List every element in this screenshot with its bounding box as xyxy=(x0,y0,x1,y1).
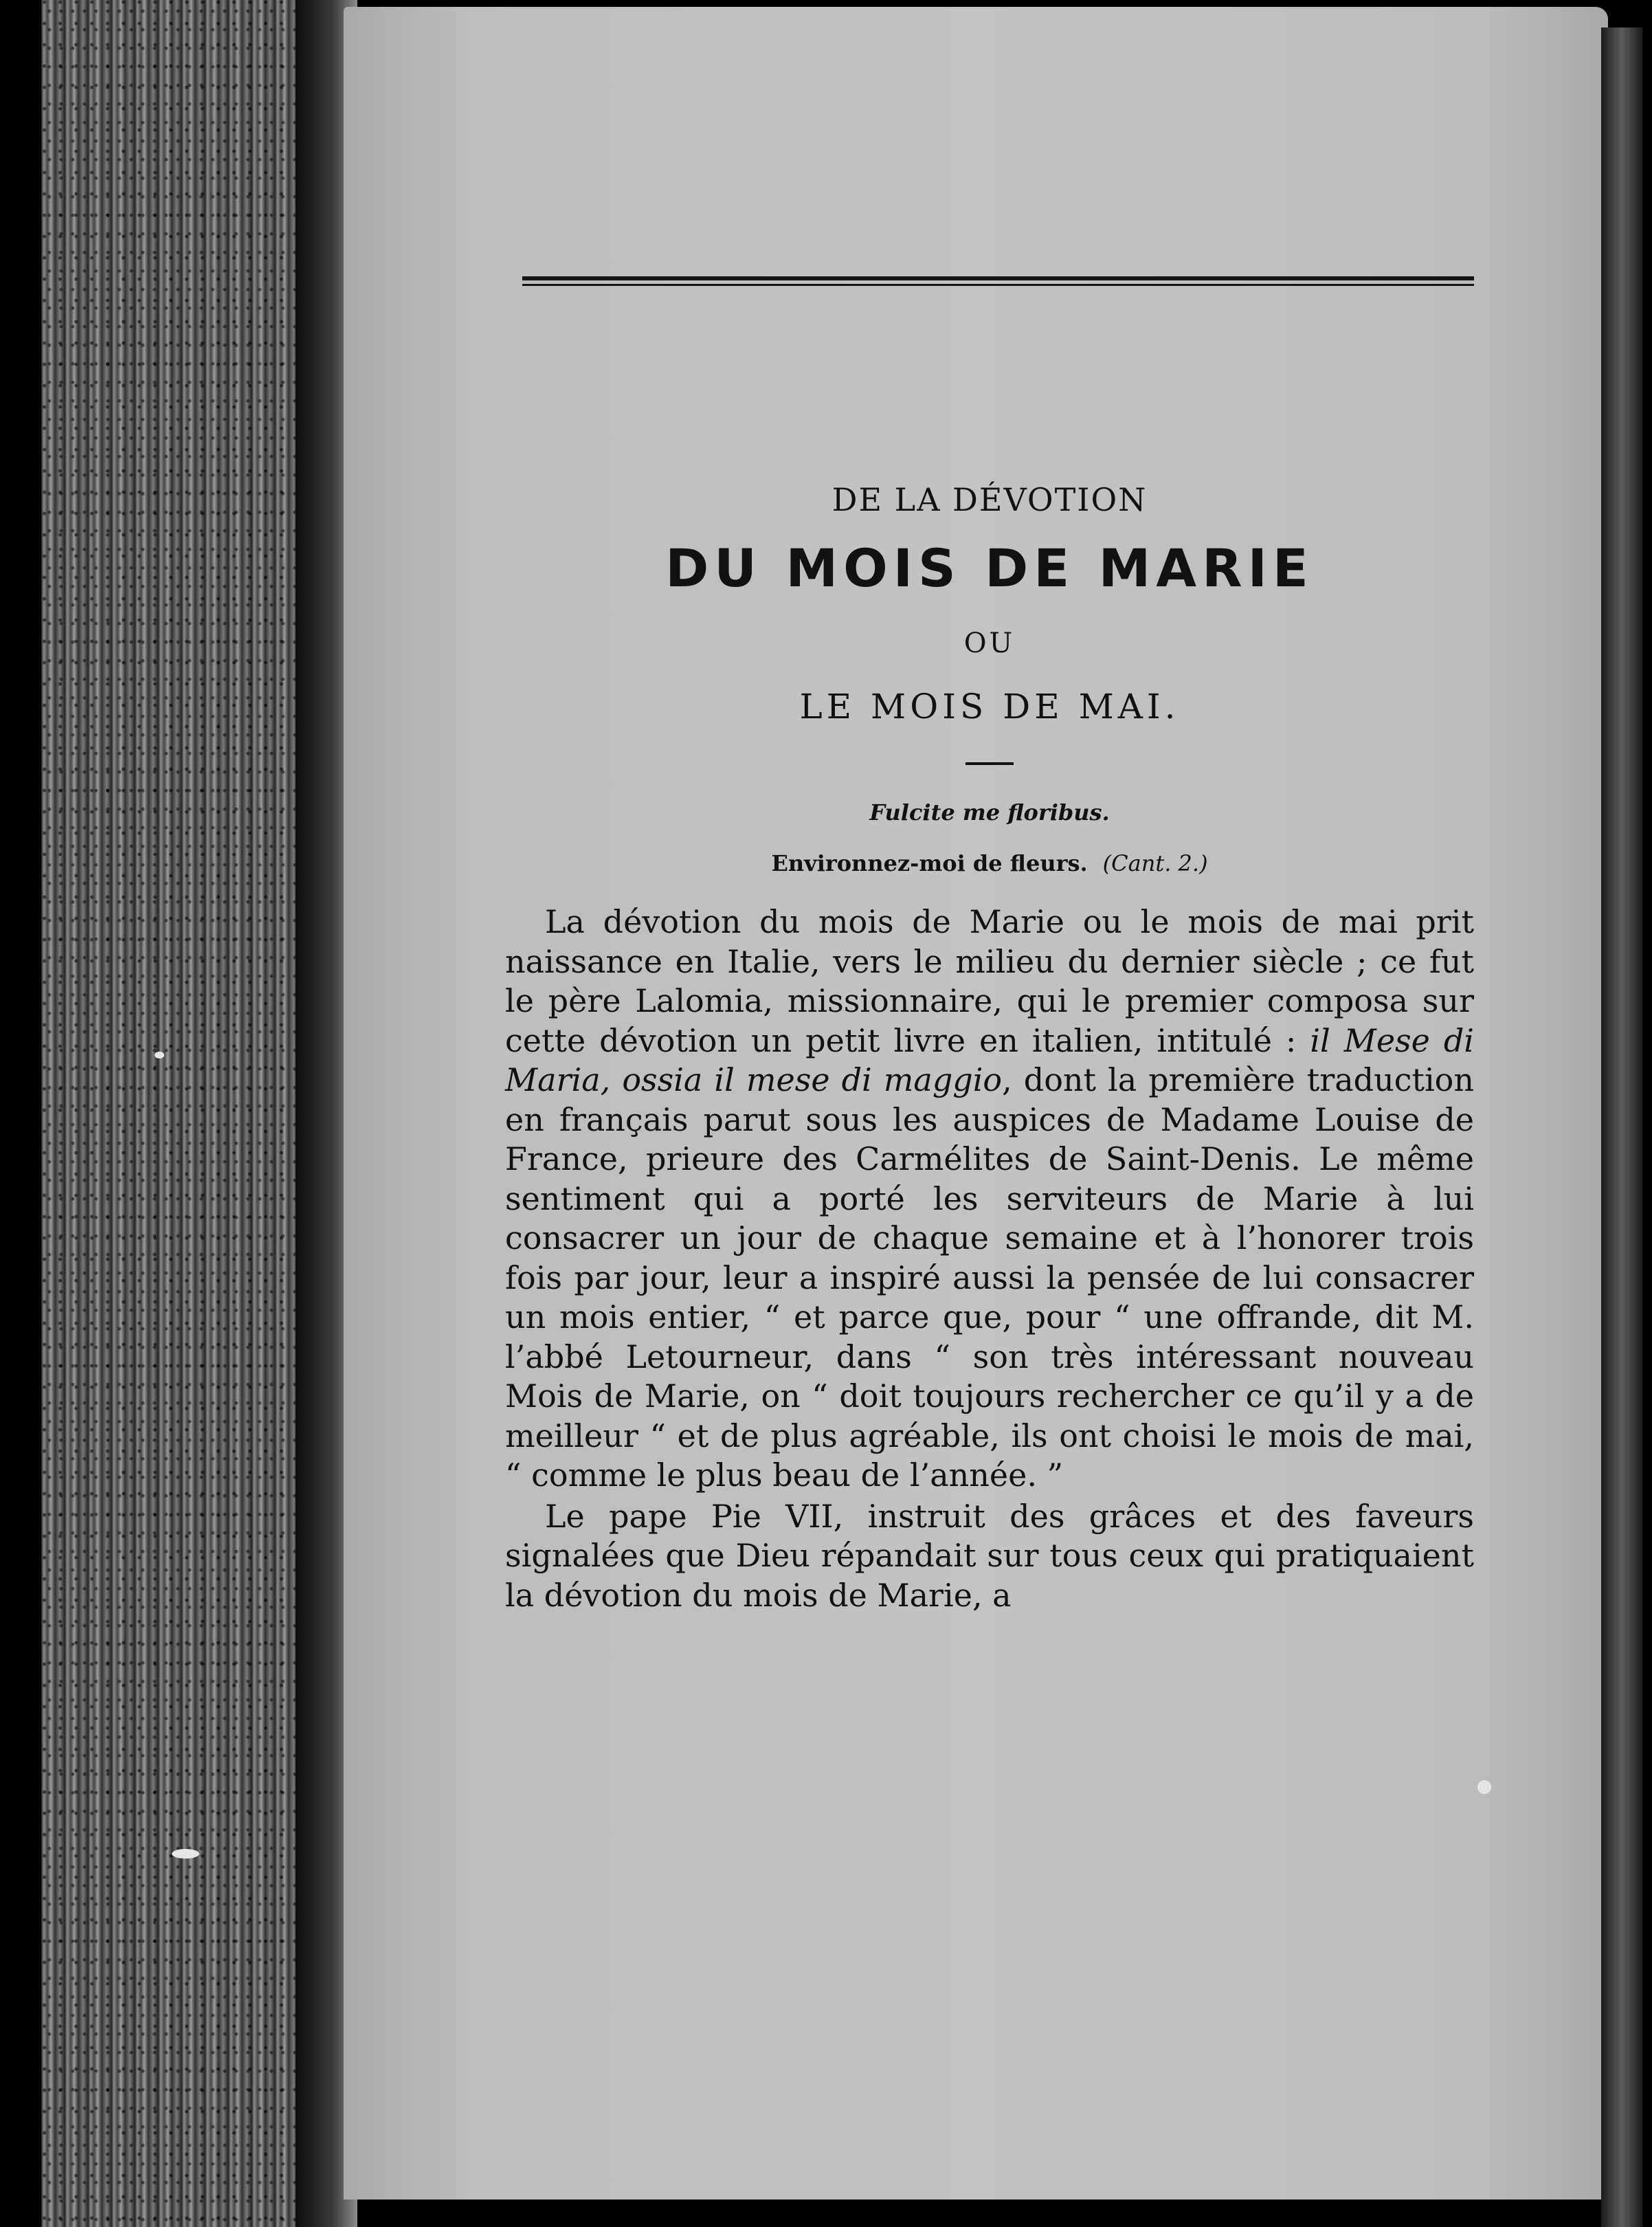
heading-du-mois-de-marie: DU MOIS DE MARIE xyxy=(665,538,1314,599)
page-content xyxy=(505,481,1474,1615)
heading-ou: OU xyxy=(963,628,1016,659)
epigraph-latin: Fulcite me floribus. xyxy=(869,799,1110,826)
epigraph-french-text: Environnez-moi de fleurs. xyxy=(771,850,1088,876)
facing-page-edge xyxy=(1601,27,1642,2227)
paragraph-1 xyxy=(505,902,1474,1496)
heading-le-mois-de-mai: LE MOIS DE MAI. xyxy=(799,687,1180,727)
speck xyxy=(1477,1780,1491,1794)
epigraph-french xyxy=(505,850,1474,876)
section-divider xyxy=(965,762,1014,765)
header-double-rule xyxy=(522,276,1474,286)
paragraph-2 xyxy=(505,1497,1474,1616)
paragraph-2-text: Le pape Pie VII, instruit des grâces et des faveurs signalées que Dieu répandait sur tous ceux qui pratiquaient la dévotion du mois de Marie, a xyxy=(505,1497,1474,1614)
paragraph-1-part2: , dont la première traduction en français parut sous les auspices de Madame Louise de France, prieure des Carmélites de Saint-Denis. Le même sentiment qui a porté les serviteurs de Marie à lui consacrer un jour de chaque semaine et à l’honorer trois fois par jour, leur a inspiré aussi la pensée de lui consacrer un mois entier, “ et parce que, pour “ une offrande, dit M. l’abbé Letourneur, dans “ son très intéressant nouveau Mois de Marie, on “ doit toujours rechercher ce qu’il y a de meilleur “ et de plus agréable, ils ont choisi le mois de mai, “ comme le plus beau de l’année. ” xyxy=(505,1061,1474,1494)
paragraph-1-part1: La dévotion du mois de Marie ou le mois de mai prit naissance en Italie, vers le milieu du dernier siècle ; ce fut le père Lalomia, missionnaire, qui le premier composa sur cette dévotion un petit livre en italien, intitulé : xyxy=(505,903,1474,1059)
speck xyxy=(155,1052,164,1059)
epigraph-reference: (Cant. 2.) xyxy=(1102,850,1208,876)
heading-de-la-devotion: DE LA DÉVOTION xyxy=(831,481,1148,518)
paragraph-1-book-title: il Mese di Maria, ossia il mese di maggio xyxy=(505,1021,1474,1098)
speck xyxy=(172,1849,199,1859)
book-page-edges xyxy=(41,0,330,2227)
